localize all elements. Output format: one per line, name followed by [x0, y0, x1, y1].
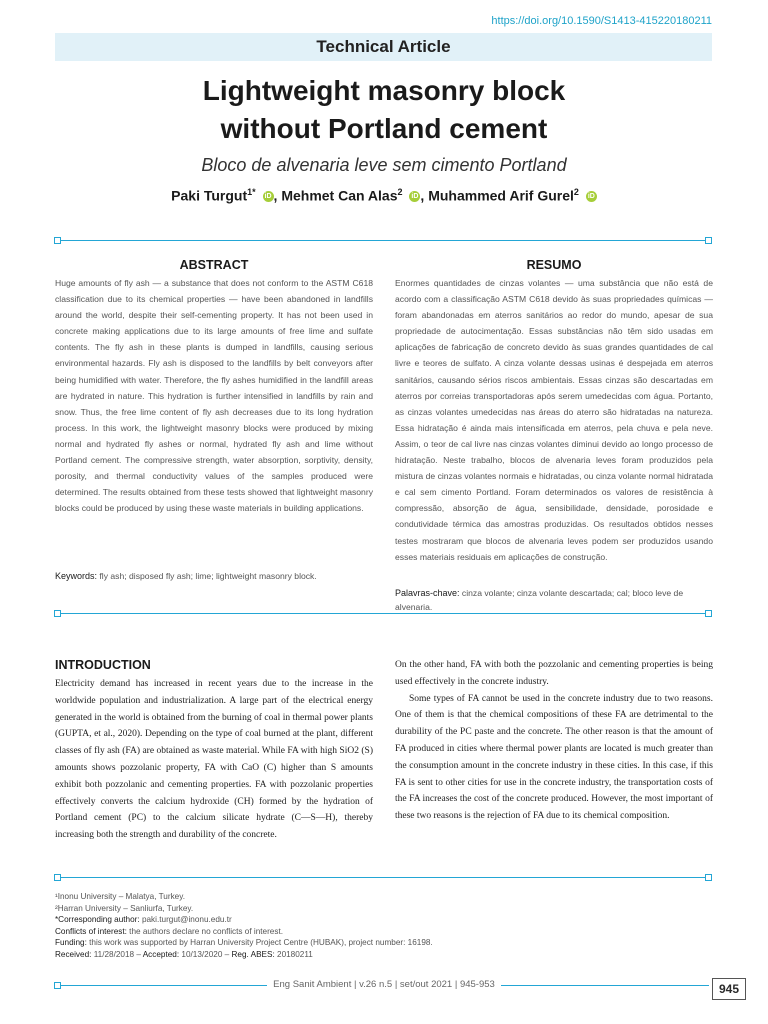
resumo-keywords — [395, 586, 713, 614]
page-number: 945 — [712, 978, 746, 1000]
divider-square-icon — [54, 237, 61, 244]
keywords-value: cinza volante; cinza volante descartada; cal; bloco leve de alvenaria. — [395, 588, 684, 612]
abstract-keywords — [55, 569, 373, 583]
introduction-heading: INTRODUCTION — [55, 658, 151, 672]
footnote-label: Funding: — [55, 938, 87, 948]
orcid-icon[interactable]: iD — [587, 193, 595, 201]
keywords-label: Palavras-chave: — [395, 588, 460, 598]
divider-footnotes — [57, 877, 709, 878]
divider-square-icon — [705, 610, 712, 617]
footnotes — [55, 891, 433, 961]
divider-square-icon — [705, 237, 712, 244]
resumo-text: Enormes quantidades de cinzas volantes — uma substância que não está de acordo com a classificação ASTM C618 devido às suas propriedades químicas — foram abandonadas em aterros sanitários ao redor do mundo, apesar de sua propriedade de autocimentação. Essas substâncias não têm sido usadas em aplicações de fabricação de concreto devido às suas grandes quantidades de cal livre e teores de sulfato. A cinza volante dessas usinas é despejada em aterros sanitários, causando sérios riscos ambientais. Essas cinzas são descartadas em aterros por correias transportadoras após serem umedecidas com água. Portanto, as cinzas volantes umedecidas nas áreas do aterro são hidratadas na natureza. Essa hidratação é ainda mais intensificada em aterros, pela chuva e pela neve. Assim, o teor de cal livre nas cinzas volantes diminui devido ao longo processo de hidratação. Neste trabalho, blocos de alvenaria leves foram produzidos pela mistura de cinzas volantes normais e hidratadas, ou cinza volante normal hidratada e cal sem cimento Portland. Foram determinados os valores de resistência à compressão, absorção de água, sensibilidade, densidade, porosidade e condutividade térmica das amostras produzidas. Os resultados obtidos nesses testes mostraram que blocos de alvenaria leves podem ser produzidos usando esses materiais residuais em aplicações de construção. — [395, 278, 713, 562]
author-affiliation-mark: 1* — [247, 187, 256, 197]
footnote-label: Reg. ABES: — [231, 949, 275, 959]
footnote-label: Conflicts of interest: — [55, 926, 127, 936]
orcid-icon[interactable]: iD — [411, 193, 419, 201]
journal-citation: Eng Sanit Ambient | v.26 n.5 | set/out 2021 | 945-953 — [267, 979, 501, 990]
dates — [55, 949, 433, 961]
footnote-value: this work was supported by Harran University Project Centre (HUBAK), project number: 16198. — [86, 938, 433, 948]
funding — [55, 937, 433, 949]
paragraph: On the other hand, FA with both the pozzolanic and cementing properties is being used effectively in the concrete industry. — [395, 660, 713, 687]
title-line-2: without Portland cement — [220, 113, 548, 144]
keywords-value: fly ash; disposed fly ash; lime; lightweight masonry block. — [97, 571, 317, 581]
footnote-label: *Corresponding author: — [55, 915, 140, 925]
section-label: Technical Article — [316, 37, 451, 56]
author-affiliation-mark: 2 — [397, 187, 403, 197]
introduction-right-column — [395, 657, 713, 825]
article-subtitle: Bloco de alvenaria leve sem cimento Portland — [201, 155, 567, 175]
author-name: Muhammed Arif Gurel — [428, 187, 574, 204]
footnote-value: 10/13/2020 – — [179, 949, 232, 959]
footer-journal — [0, 979, 768, 997]
author-affiliation-mark: 2 — [573, 187, 579, 197]
author-name: Paki Turgut — [171, 187, 248, 204]
title-line-1: Lightweight masonry block — [202, 75, 566, 106]
resumo-heading: RESUMO — [526, 258, 582, 272]
footnote-label: Accepted: — [142, 949, 180, 959]
abstract-text: Huge amounts of fly ash — a substance that does not conform to the ASTM C618 classification due to its chemical properties — have been abandoned in landfills around the world, despite their self-cementing property. It has not been used in concrete making applications due to its large amounts of free lime and sulfate contents. The fly ash in these plants is dumped in landfills, causing serious environmental hazards. Fly ash is disposed to the landfills by belt conveyors after being humidified with water. Therefore, the fly ashes humidified in the landfill areas are hydrated in nature. This hydration is further intensified in landfills by rain and snow. Thus, the free lime content of fly ash decreases due to its long hydration process. In this work, the lightweight masonry blocks were produced by mixing normal and hydrated fly ashes or normal, hydrated fly ash and lime without Portland cement. The compressive strength, water absorption, sorptivity, density, porosity, and thermal conductivity values of the samples produced were determined. The results obtained from these tests showed that lightweight masonry blocks could be produced by using these waste materials in building applications. — [55, 278, 373, 514]
divider-top — [57, 240, 709, 241]
introduction-left-column — [55, 676, 373, 844]
doi-link[interactable]: https://doi.org/10.1590/S1413-415220180211 — [491, 15, 712, 27]
affiliation-1: ¹Inonu University – Malatya, Turkey. — [55, 892, 185, 901]
divider-square-icon — [705, 874, 712, 881]
footnote-value[interactable]: paki.turgut@inonu.edu.tr — [139, 915, 232, 925]
section-banner — [55, 33, 712, 61]
footnote-value: 11/28/2018 – — [91, 949, 143, 959]
orcid-icon[interactable]: iD — [264, 193, 272, 201]
corresponding-author — [55, 914, 433, 926]
paragraph: Electricity demand has increased in recent years due to the increase in the worldwide population and industrialization. A large part of the electrical energy generated in the world is obtained from the burning of coal in thermal power plants (GUPTA, et al., 2020). Depending on the type of coal burned at the plant, different classes of fly ash (FA) are obtained as waste material. While FA with high SiO2 (S) amounts shows pozzolanic property, FA with CaO (C) higher than S amounts exhibit both pozzolanic and cementing properties. FA with pozzolanic properties effectively converts the calcium hydroxide (CH) formed by the hydration of Portland cement (PC) to the calcium silicate hydrate (C—S—H), thereby increasing both the strength and durability of the concrete. — [55, 679, 373, 841]
divider-square-icon — [54, 874, 61, 881]
divider-middle — [57, 613, 709, 614]
abstract-heading: ABSTRACT — [179, 258, 249, 272]
author-list: Paki Turgut$^{1*}$ iD , Mehmet Can Alas$^2$ iD , Muhammed Arif Gurel$^2$ iD — [171, 187, 595, 204]
conflicts-of-interest — [55, 926, 433, 938]
author-name: Mehmet Can Alas — [281, 187, 398, 204]
paragraph: Some types of FA cannot be used in the concrete industry due to two reasons. One of them is that the chemical compositions of these FA are detrimental to the durability of the PC paste and the concrete. The other reason is that the amount of FA produced in cities where thermal power plants are located is much greater than the consumption amount in the concrete industry in these cities. In this case, if this FA is sent to other cities for use in the concrete industry, the transportation costs of the FA increases the cost of the concrete produced. However, the most important of these two reasons is the rejection of FA due to its chemical composition. — [395, 693, 713, 822]
footnote-value: the authors declare no conflicts of interest. — [126, 926, 284, 936]
affiliation-2: ²Harran University – Sanliurfa, Turkey. — [55, 903, 194, 913]
divider-square-icon — [54, 610, 61, 617]
keywords-label: Keywords: — [55, 571, 98, 581]
footnote-label: Received: — [55, 949, 92, 959]
footnote-value: 20180211 — [274, 949, 313, 959]
article-title — [0, 72, 768, 148]
